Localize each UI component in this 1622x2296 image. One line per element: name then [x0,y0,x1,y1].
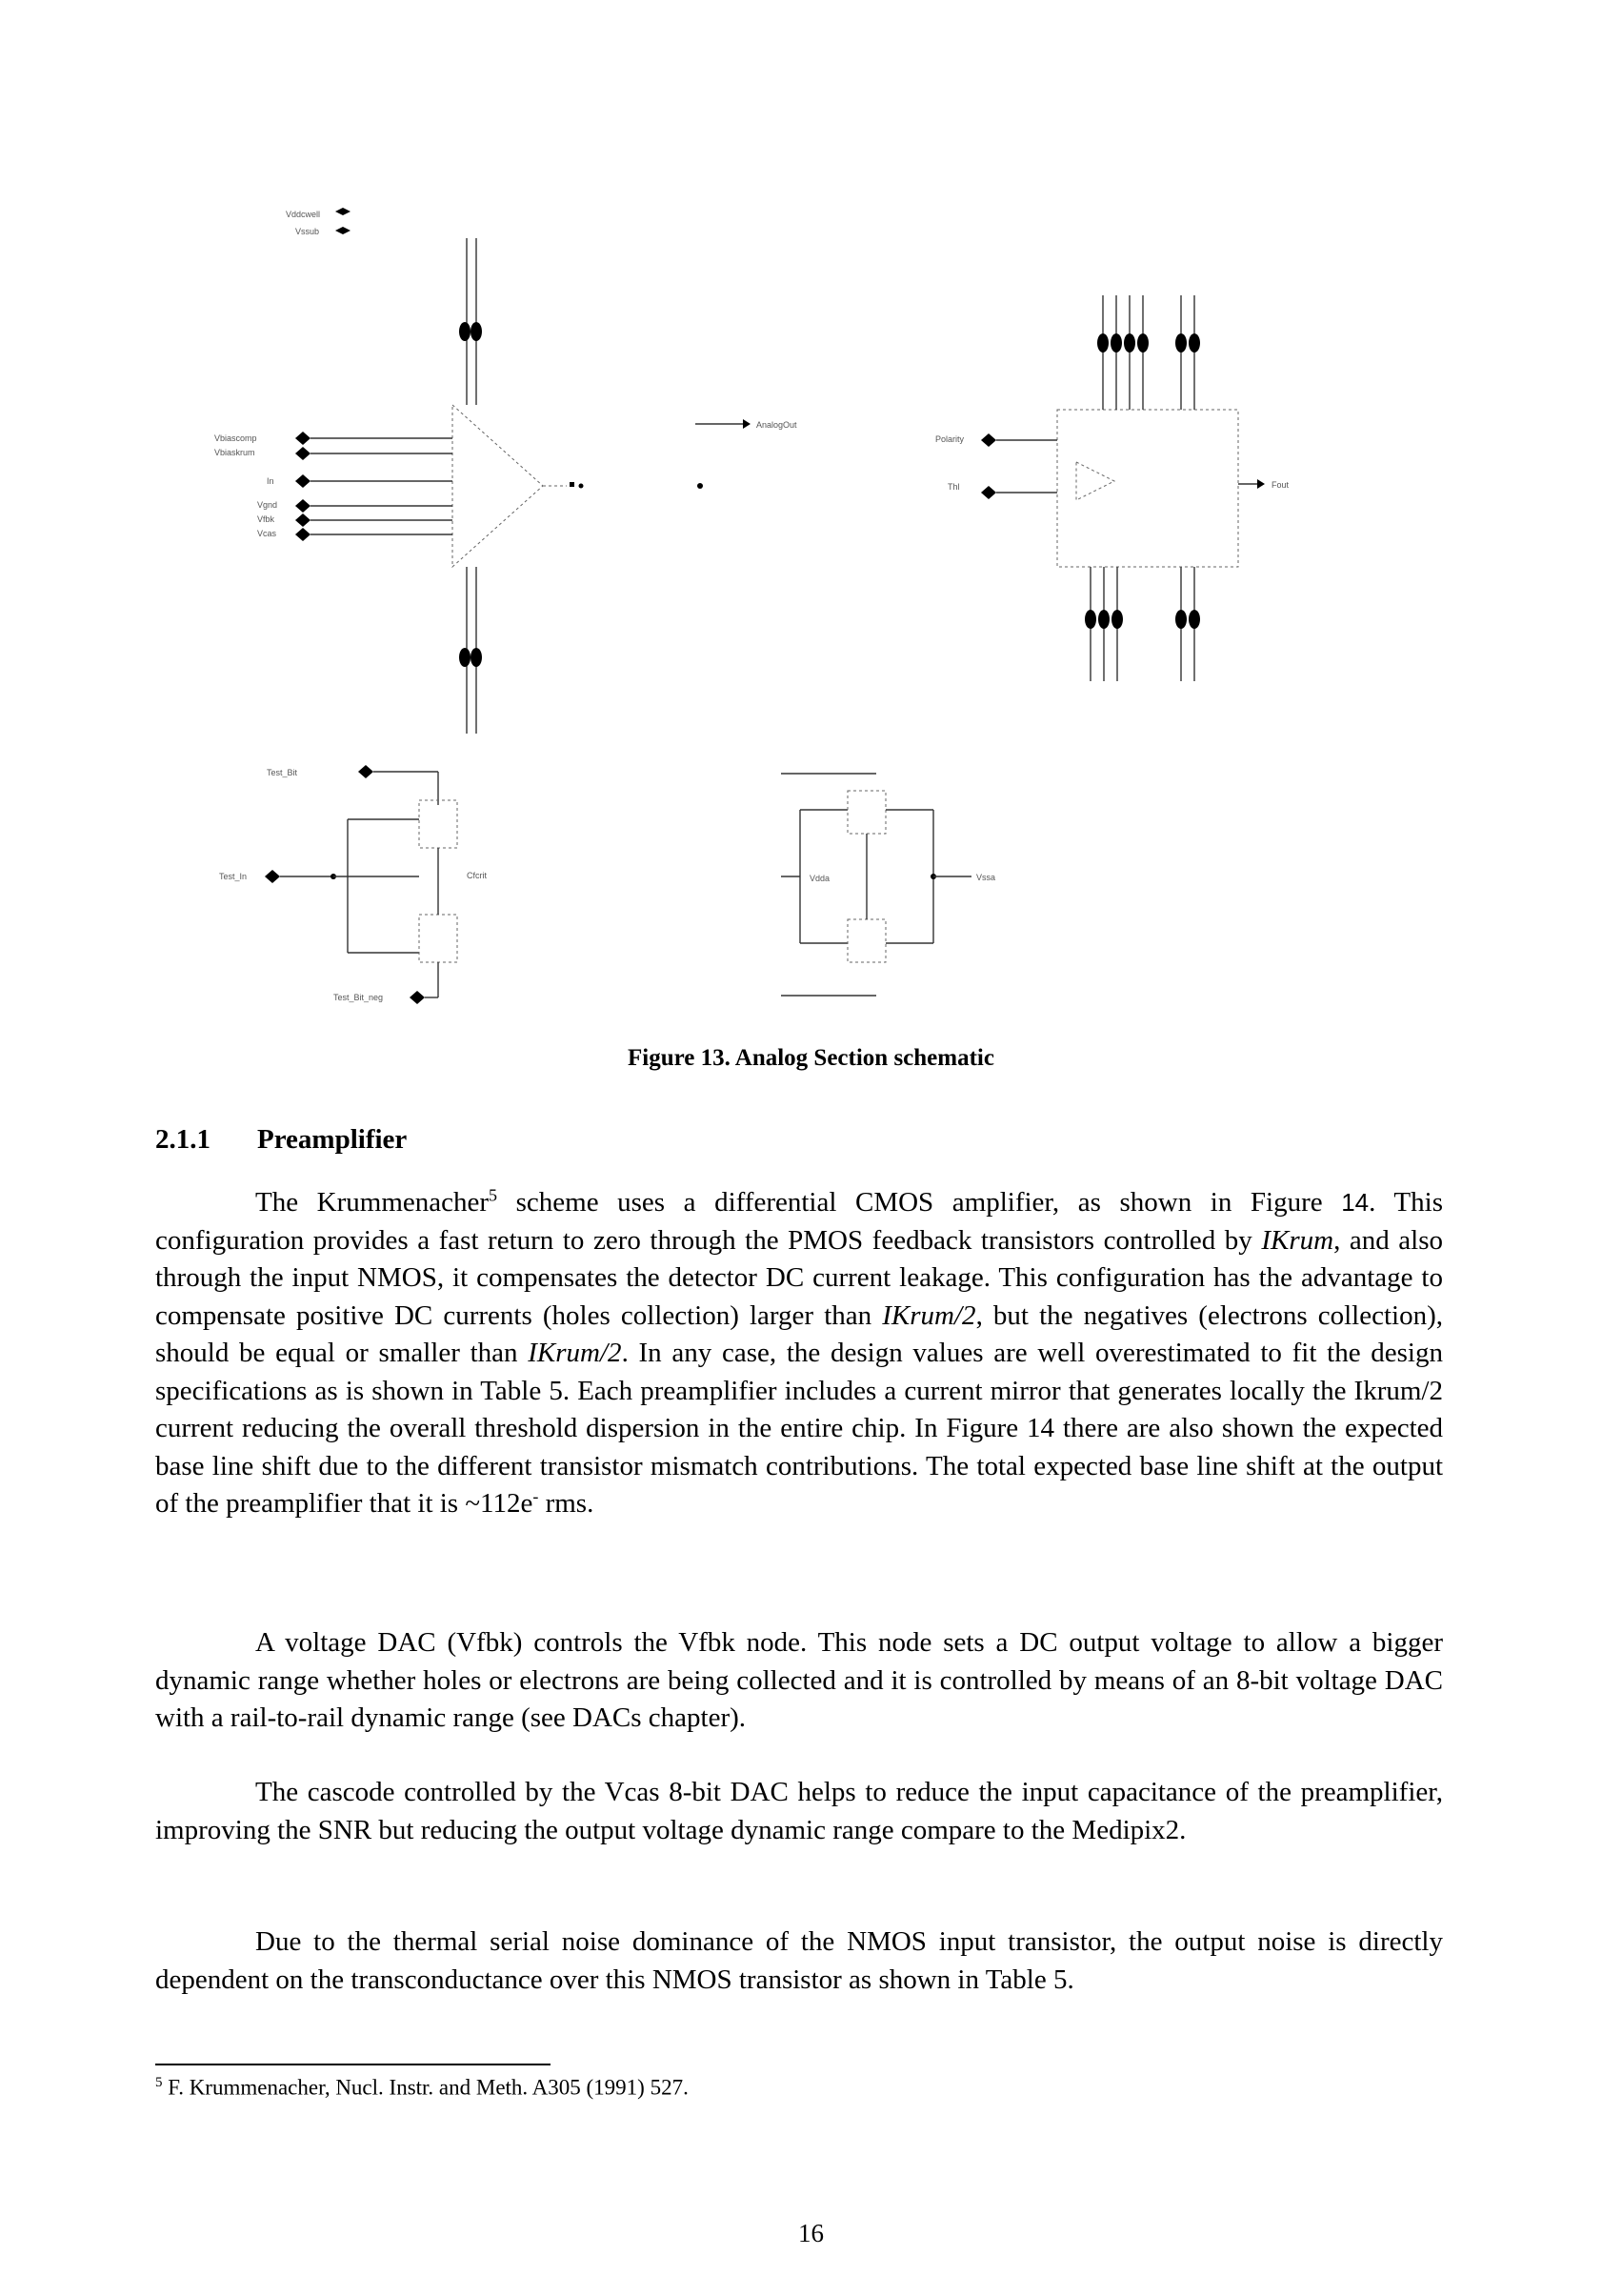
section-heading [155,1124,407,1156]
ikrum-half-term: IKrum/2 [882,1299,976,1331]
test-nmos [419,915,457,962]
disc-bottom-pins [1085,567,1200,681]
port-test-bit-neg [410,991,425,1004]
ikrum-half-term-2: IKrum/2 [528,1338,622,1368]
label-vfbk: Vfbk [257,514,275,524]
p1-text-f: . In any case, the design values are well overestimated to fit the design specifications as is shown in Table 5. Each preamplifier includes a current mirror that generates locally the Ikrum/2 current reducing the overall threshold dispersion in the entire chip. In Figure 14 there are also shown the expected base line shift due to the different transistor mismatch contributions. The total expected base line shift at the output of the preamplifier that it is ~112e [155,1338,1443,1519]
figure-ref: 14 [1341,1188,1370,1217]
paragraph-krummenacher [155,1184,1443,1523]
p1-text-g: rms. [538,1488,594,1519]
port-vcas [295,528,310,541]
port-vgnd [295,499,310,513]
thr-nmos [848,919,886,962]
p1-text-b: scheme uses a differential CMOS amplifier, as shown in Figure [497,1187,1342,1218]
label-test-bit: Test_Bit [267,768,298,777]
port-vbiascomp [295,432,310,445]
disc-top-pins [1097,295,1200,410]
label-in: In [267,476,274,486]
port-vssub [335,227,350,234]
label-test-in: Test_In [219,872,248,881]
electron-sup: - [532,1486,539,1506]
footnote [155,2075,689,2101]
port-vddcwell [335,208,350,215]
label-vbiascomp: Vbiascomp [214,433,257,443]
paragraph-vcas [155,1774,1443,1849]
section-number: 2.1.1 [155,1124,210,1155]
discriminator-block [1057,410,1238,567]
ikrum-term: IKrum [1261,1224,1334,1256]
port-fout [1257,479,1265,489]
footnote-rule [155,2064,551,2065]
paragraph-vfbk [155,1624,1443,1738]
label-cfcrit: Cfcrit [467,871,487,880]
paragraph-noise [155,1923,1443,1999]
port-test-in [265,870,280,883]
test-pmos [419,800,457,848]
p3-text: The cascode controlled by the Vcas 8-bit DAC helps to reduce the input capacitance of the preamplifier, improving the SNR but reducing the output voltage dynamic range compare to the Medipix2. [155,1777,1443,1845]
p1-text-a: The Krummenacher [255,1187,490,1218]
label-vdda: Vdda [810,874,831,883]
thr-pmos [848,791,886,834]
label-vssub: Vssub [295,227,320,236]
p2-text: A voltage DAC (Vfbk) controls the Vfbk node. This node sets a DC output voltage to allow a bigger dynamic range whether holes or electrons are being collected and it is controlled by means of an 8-bit voltage DAC with a rail-to-rail dynamic range (see DACs chapter). [155,1627,1443,1733]
port-vfbk [295,514,310,527]
section-title: Preamplifier [257,1124,408,1155]
port-vbiaskrum [295,447,310,460]
label-vcas: Vcas [257,529,277,538]
footnote-text: F. Krummenacher, Nucl. Instr. and Meth. A305 (1991) 527. [162,2075,689,2100]
port-in [295,474,310,488]
figure-caption: Figure 13. Analog Section schematic [628,1045,994,1071]
p4-text: Due to the thermal serial noise dominance of the NMOS input transistor, the output noise is directly dependent on the transconductance over this NMOS transistor as shown in Table 5. [155,1926,1443,1995]
comparator-symbol [1076,462,1114,500]
page-number: 16 [798,2219,824,2247]
analog-section-schematic [190,191,1290,1029]
label-polarity: Polarity [935,434,965,444]
port-polarity [981,433,996,447]
label-vgnd: Vgnd [257,500,278,510]
label-vssa: Vssa [976,873,996,882]
footnote-ref: 5 [489,1185,498,1205]
label-vddcwell: Vddcwell [286,210,321,219]
port-test-bit [358,765,373,778]
label-test-bit-neg: Test_Bit_neg [333,993,384,1002]
port-analogout [743,419,751,429]
p1-text-e: , but the negatives (electrons collection), should be equal or smaller than [155,1299,1443,1368]
label-fout: Fout [1272,480,1290,490]
p1-text-d: , and also through the input NMOS, it compensates the detector DC current leakage. This configuration has the advantage to compensate positive DC currents (holes collection) larger than [155,1224,1443,1331]
p1-text-c: . This configuration provides a fast return to zero through the PMOS feedback transistors controlled by [155,1187,1443,1256]
footnote-mark: 5 [155,2075,163,2090]
label-analogout: AnalogOut [756,420,797,430]
preamp-symbol [452,405,543,567]
label-thl: Thl [948,482,960,492]
port-thl [981,486,996,499]
label-vbiaskrum: Vbiaskrum [214,448,255,457]
